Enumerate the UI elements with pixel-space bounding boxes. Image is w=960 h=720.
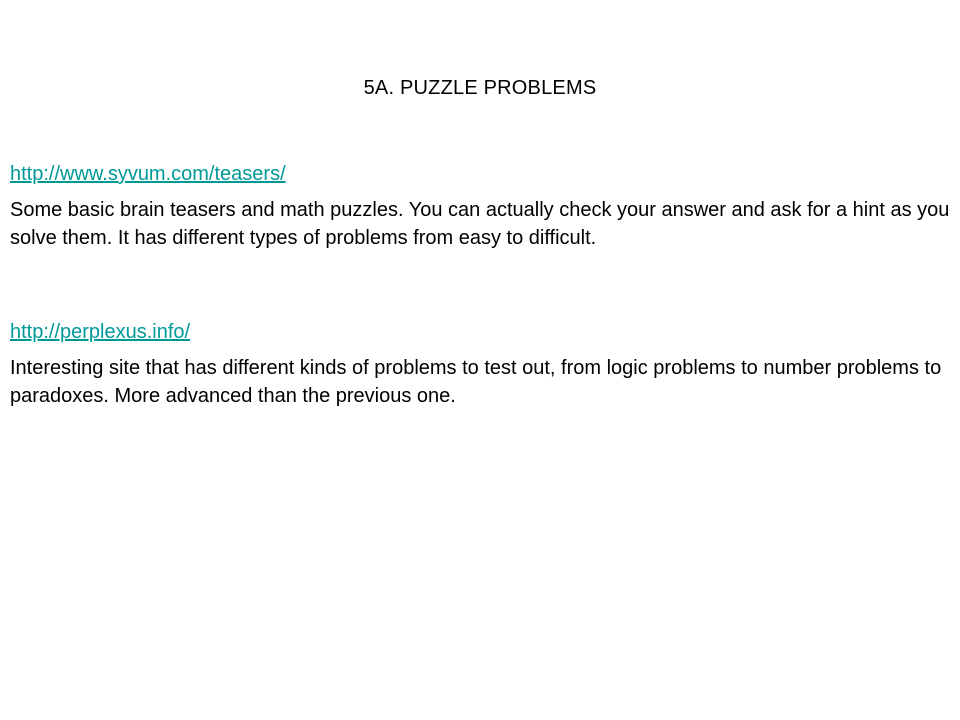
syvum-link[interactable]: http://www.syvum.com/teasers/ bbox=[10, 163, 286, 185]
page-title: 5A. PUZZLE PROBLEMS bbox=[363, 77, 597, 99]
resource-entry-syvum bbox=[10, 162, 950, 252]
perplexus-link[interactable]: http://perplexus.info/ bbox=[10, 321, 191, 343]
resource-entry-perplexus bbox=[10, 320, 950, 410]
perplexus-description: Interesting site that has different kinds of problems to test out, from logic problems to number problems to paradoxes. More advanced than the previous one. bbox=[10, 357, 942, 407]
syvum-description: Some basic brain teasers and math puzzles. You can actually check your answer and ask for a hint as you solve them. It has different types of problems from easy to difficult. bbox=[10, 199, 950, 249]
